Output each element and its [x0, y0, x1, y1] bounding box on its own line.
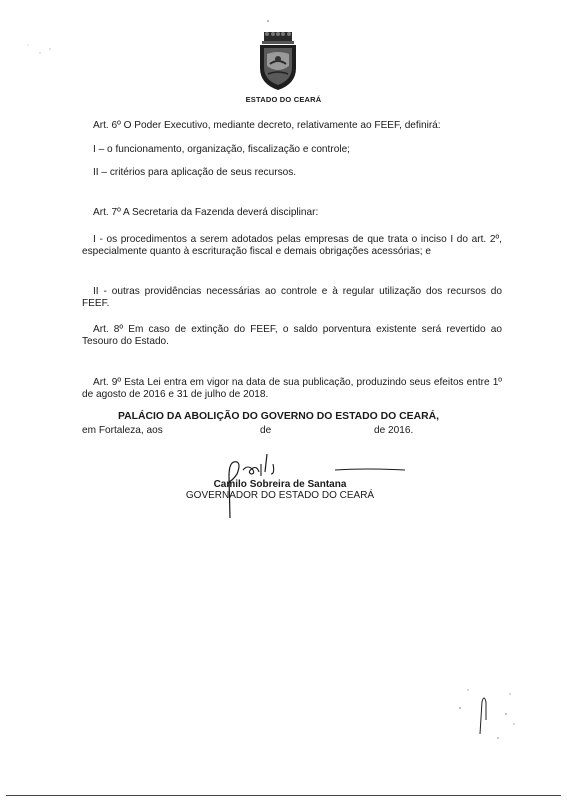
initials-mark: [448, 680, 528, 750]
signatory-title: GOVERNADOR DO ESTADO DO CEARÁ: [185, 490, 375, 501]
month-de: de: [260, 425, 272, 436]
article-7-item-2: II - outras providências necessárias ao controle e à regular utilização dos recursos do FEEF.: [82, 286, 502, 309]
palace-line: PALÁCIO DA ABOLIÇÃO DO GOVERNO DO ESTADO DO CEARÁ,: [118, 411, 439, 422]
article-7-item-1: I - os procedimentos a serem adotados pelas empresas de que trata o inciso I do art. 2º, especialmente quanto à escrituração fiscal e demais obrigações acessórias; e: [82, 234, 502, 257]
article-7: Art. 7º A Secretaria da Fazenda deverá disciplinar:: [93, 207, 319, 218]
scan-specks: [20, 15, 280, 65]
article-6: Art. 6º O Poder Executivo, mediante decreto, relativamente ao FEEF, definirá:: [93, 120, 441, 131]
state-name-heading: ESTADO DO CEARÁ: [245, 95, 322, 104]
article-6-item-2: II – critérios para aplicação de seus recursos.: [93, 167, 297, 178]
article-9: Art. 9º Esta Lei entra em vigor na data de sua publicação, produzindo seus efeitos entre 1º de agosto de 2016 e 31 de julho de 2018.: [82, 377, 502, 400]
year-line: de 2016.: [374, 425, 414, 436]
page-bottom-rule: [6, 795, 561, 796]
place-line: em Fortaleza, aos: [82, 425, 163, 436]
article-8: Art. 8º Em caso de extinção do FEEF, o saldo porventura existente será revertido ao Tesouro do Estado.: [82, 324, 502, 347]
article-6-item-1: I – o funcionamento, organização, fiscalização e controle;: [93, 144, 350, 155]
signatory-name: Camilo Sobreira de Santana: [213, 479, 347, 490]
